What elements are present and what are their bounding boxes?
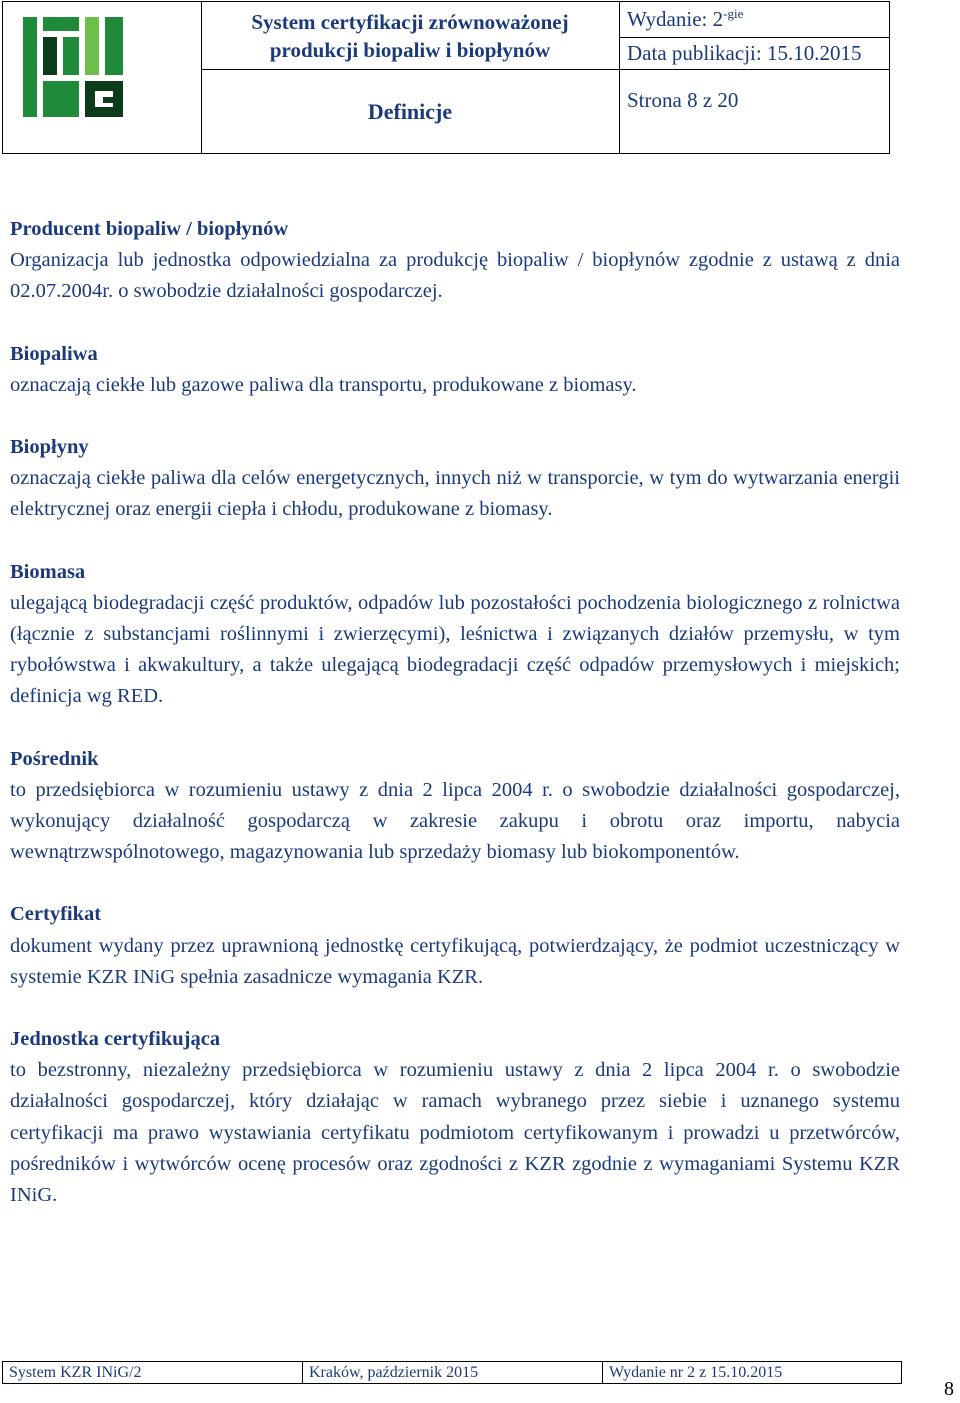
definition-term: Biomasa	[10, 560, 86, 583]
page-number: 8	[944, 1378, 954, 1400]
definition-item	[10, 557, 900, 713]
title-line-2: produkcji biopaliw i biopłynów	[269, 37, 551, 62]
definition-term: Certyfikat	[10, 903, 102, 926]
definition-term: Producent biopaliw / biopłynów	[10, 218, 289, 240]
definition-item	[10, 339, 900, 401]
definition-text: to bezstronny, niezależny przedsiębiorca w rozumieniu ustawy z dnia 2 lipca 2004 r. o swobodzie działalności gospodarczej, który działając w ramach wybranego przez siebie i uznanego systemu certyfikacji ma prawo wystawiania certyfikatu podmiotom certyfikowanym i prowadzi u przetwórców, pośredników i wytwórców ocenę procesów oraz zgodności z KZR zgodnie z wymaganiami Systemu KZR INiG.	[10, 1059, 900, 1207]
definition-text: oznaczają ciekłe lub gazowe paliwa dla transportu, produkowane z biomasy.	[10, 373, 637, 396]
footer-place-date: Kraków, październik 2015	[303, 1362, 603, 1383]
definition-item	[10, 1024, 900, 1211]
definition-text: oznaczają ciekłe paliwa dla celów energetycznych, innych niż w transporcie, w tym do wytwarzania energii elektrycznej oraz energii ciepła i chłodu, produkowane z biomasy.	[10, 467, 900, 521]
edition-label: Wydanie: 2	[627, 7, 724, 31]
title-line-1: System certyfikacji zrównoważonej	[251, 9, 569, 34]
definition-term: Jednostka certyfikująca	[10, 1028, 221, 1051]
title-cell	[201, 2, 620, 153]
document-header	[2, 1, 890, 154]
section-title: Definicje	[367, 99, 453, 124]
definition-item	[10, 744, 900, 869]
definition-text: dokument wydany przez uprawnioną jednostkę certyfikującą, potwierdzający, że podmiot uczestniczący w systemie KZR INiG spełnia zasadnicze wymagania KZR.	[10, 934, 900, 988]
logo-cell	[3, 2, 202, 153]
definition-text: Organizacja lub jednostka odpowiedzialna za produkcję biopaliw / biopłynów zgodnie z ustawą z dnia 02.07.2004r. o swobodzie działalności gospodarczej.	[10, 249, 900, 303]
definition-item	[10, 214, 900, 308]
edition-sup: -gie	[723, 5, 744, 21]
definition-term: Biopłyny	[10, 436, 89, 459]
definition-term: Biopaliwa	[10, 342, 98, 365]
definition-item	[10, 899, 900, 993]
edition-row	[619, 2, 889, 38]
definitions-list	[10, 214, 900, 1211]
meta-cell	[619, 2, 889, 153]
footer-edition: Wydanie nr 2 z 15.10.2015	[609, 1363, 783, 1381]
definition-text: ulegającą biodegradacji część produktów, odpadów lub pozostałości pochodzenia biologicznego z rolnictwa (łącznie z substancjami roślinnymi i zwierzęcymi), leśnictwa i związanych działów przemysłu, w tym rybołówstwa i akwakultury, a także ulegającą biodegradacji część odpadów przemysłowych i miejskich; definicja wg RED.	[10, 591, 900, 708]
publication-date: Data publikacji: 15.10.2015	[619, 38, 889, 70]
definition-item	[10, 432, 900, 526]
inig-logo-icon	[23, 17, 123, 117]
page-indicator: Strona 8 z 20	[627, 87, 739, 112]
definition-text: to przedsiębiorca w rozumieniu ustawy z dnia 2 lipca 2004 r. o swobodzie działalności gospodarczej, wykonujący działalność gospodarczą w zakresie zakupu i obrotu oraz importu, nabycia wewnątrzwspólnotowego, magazynowania lub sprzedaży biomasy lub biokomponentów.	[10, 778, 900, 864]
document-title	[201, 2, 619, 70]
document-footer	[2, 1361, 902, 1384]
definition-term: Pośrednik	[10, 747, 99, 770]
footer-system: System KZR INiG/2	[3, 1362, 303, 1383]
